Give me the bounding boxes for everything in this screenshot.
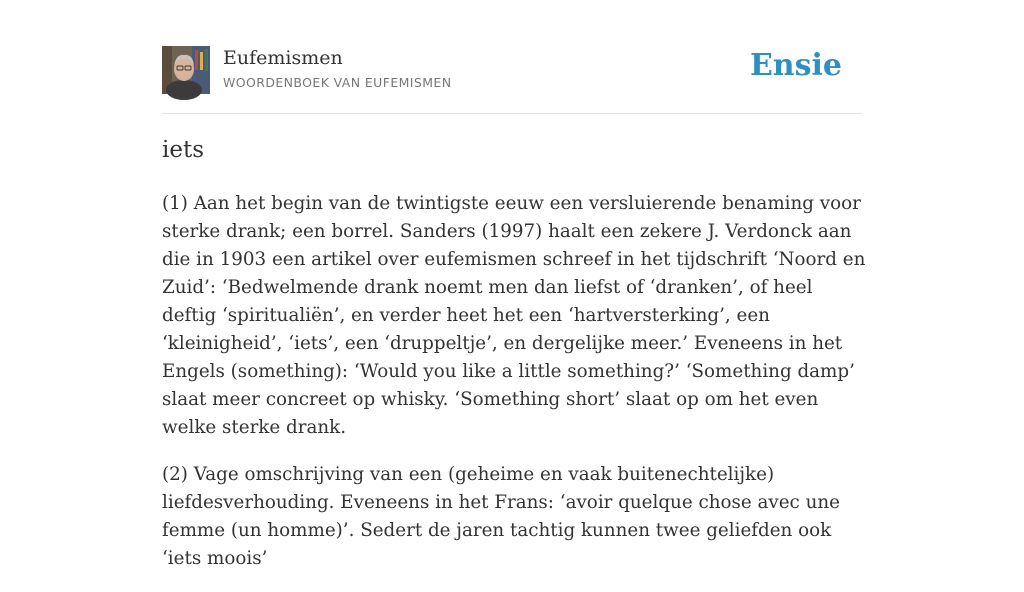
entry-definition [162, 190, 866, 592]
author-name[interactable]: Eufemismen [223, 47, 343, 69]
ensie-logo-link[interactable]: Ensie [749, 48, 842, 83]
author-subtitle[interactable]: WOORDENBOEK VAN EUFEMISMEN [223, 75, 452, 90]
avatar-portrait-image [162, 46, 210, 94]
definition-paragraph-2: (2) Vage omschrijving van een (geheime en vaak buitenechtelijke) liefdesverhouding. Eveneens in het Frans: ‘avoir quelque chose avec une femme (un homme)’. Sedert de jaren tachtig kunnen twee geliefden ook ‘iets moois’ [162, 464, 840, 569]
entry-header [162, 46, 862, 96]
entry-term-title: iets [162, 137, 205, 163]
definition-paragraph-1: (1) Aan het begin van de twintigste eeuw een versluierende benaming voor sterke drank; een borrel. Sanders (1997) haalt een zekere J. Verdonck aan die in 1903 een artikel over eufemismen schreef in het tijdschrift ‘Noord en Zuid’: ‘Bedwelmende drank noemt men dan liefst of ‘dranken’, of heel deftig ‘spiritualiën’, en verder heet het een ‘hartversterking’, een ‘kleinigheid’, ‘iets’, een ‘druppeltje’, en dergelijke meer.’ Eveneens in het Engels (something): ‘Would you like a little something?’ ‘Something damp’ slaat meer concreet op whisky. ‘Something short’ slaat op om het even welke sterke drank. [162, 193, 866, 438]
header-divider [162, 113, 862, 114]
avatar[interactable] [162, 46, 210, 94]
